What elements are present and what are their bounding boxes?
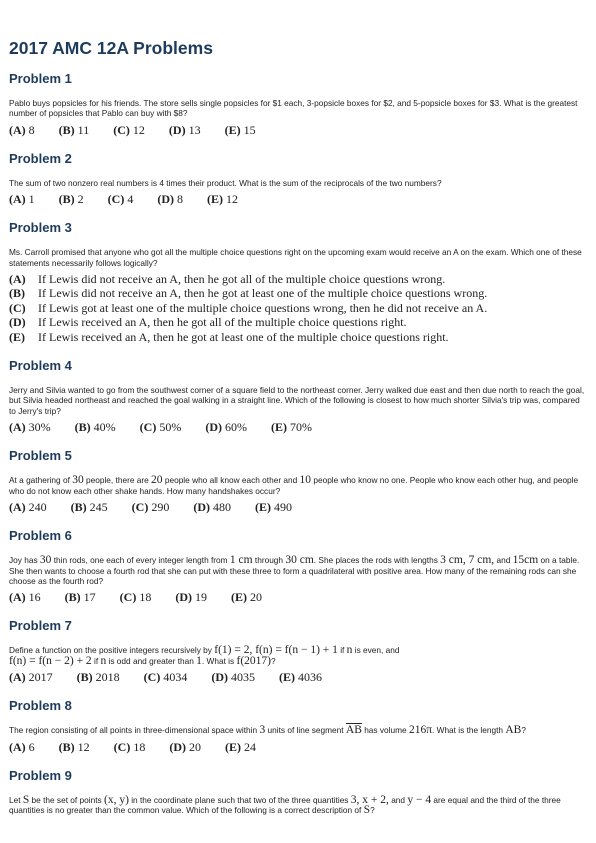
choice-b: (B) 40% [74,420,116,435]
problem-9 [9,767,587,816]
problem-9-heading: Problem 9 [9,767,72,783]
problem-2 [9,150,587,206]
choice-a: (A) 1 [9,192,35,207]
choice-c: (C) 290 [131,500,170,515]
problem-3-choices [9,272,587,344]
choice-d: (D) 8 [157,192,184,207]
problem-4 [9,357,587,434]
choice-a: (A) 30% [9,420,51,435]
problem-7-heading: Problem 7 [9,618,72,634]
choice-e: (E) 12 [207,192,239,207]
choice-c: (C) 4 [107,192,134,207]
choice-d: (D) 60% [205,420,248,435]
choice-b: (B) 245 [70,500,108,515]
problem-2-choices [9,192,587,206]
problem-5-choices [9,500,587,514]
choice-d: (D) 13 [168,122,201,137]
choice-c: (C) 50% [139,420,182,435]
problem-8-text: The region consisting of all points in three-dimensional space within 3 units of line segment $\overline{AB}$ has volume 216π. What is the length AB? [9,724,526,737]
problem-1 [9,70,587,137]
choice-e: (E) 20 [231,590,263,605]
choice-a: (A) 6 [9,739,35,754]
choice-c: (C) If Lewis got at least one of the multiple choice questions wrong, then he did not receive an A. [9,300,488,315]
problem-7-choices [9,670,587,684]
page-title: 2017 AMC 12A Problems [9,38,213,58]
choice-e: (E) 4036 [279,670,323,685]
problem-3-heading: Problem 3 [9,220,72,236]
choice-c: (C) 18 [113,739,146,754]
problem-7-text: Define a function on the positive integers recursively by f(1) = 2, f(n) = f(n − 1) + 1 if n is even, and f(n) = f(n − 2) + 2 if n is odd and greater than 1. What is f(2017)? [9,644,400,667]
problem-8-choices [9,740,587,754]
choice-a: (A) 2017 [9,670,53,685]
choice-e: (E) 70% [271,420,313,435]
choice-d: (D) 20 [169,739,202,754]
problem-3 [9,219,587,344]
choice-e: (E) If Lewis received an A, then he got at least one of the multiple choice questions right. [9,329,449,344]
problem-6-text: Joy has 30 thin rods, one each of every integer length from 1 cm through 30 cm. She places the rods with lengths 3 cm, 7 cm, and 15cm on a table. She then wants to choose a fourth rod that she can put with these three to form a quadrilateral with positive area. How many of the remaining rods can she choose as the fourth rod? [9,554,580,586]
problem-7 [9,617,587,684]
choice-a: (A) 8 [9,122,35,137]
choice-b: (B) 12 [58,739,90,754]
problem-8-heading: Problem 8 [9,698,72,714]
choice-a: (A) 240 [9,500,47,515]
problem-9-text: Let S be the set of points (x, y) in the coordinate plane such that two of the three quantities 3, x + 2, and y − 4 are equal and the third of the three quantities is no greater than the common value. Which of the following is a correct description of S? [9,793,561,816]
choice-c: (C) 18 [119,590,152,605]
choice-a: (A) 16 [9,590,41,605]
problem-3-text: Ms. Carroll promised that anyone who got all the multiple choice questions right on the upcoming exam would receive an A on the exam. Which one of these statements necessarily follows logically? [9,247,582,268]
problem-6 [9,527,587,604]
choice-b: (B) 11 [58,122,90,137]
choice-d: (D) 19 [175,590,208,605]
problem-1-choices [9,123,587,137]
problem-5-heading: Problem 5 [9,448,72,464]
choice-d: (D) If Lewis received an A, then he got all of the multiple choice questions right. [9,315,407,330]
choice-a: (A) If Lewis did not receive an A, then he got all of the multiple choice questions wrong. [9,272,446,287]
problem-6-choices [9,590,587,604]
problem-2-heading: Problem 2 [9,150,72,166]
problem-5-text: At a gathering of 30 people, there are 20 people who all know each other and 10 people who know no one. People who know each other hug, and people who do not know each other shake hands. How many handshakes occur? [9,474,579,496]
choice-e: (E) 490 [255,500,293,515]
choice-c: (C) 12 [113,122,145,137]
problem-2-text: The sum of two nonzero real numbers is 4 times their product. What is the sum of the reciprocals of the two numbers? [9,177,442,188]
problem-1-text: Pablo buys popsicles for his friends. The store sells single popsicles for $1 each, 3-popsicle boxes for $2, and 5-popsicle boxes for $3. What is the greatest number of popsicles that Pablo can buy with $8? [9,98,578,119]
choice-e: (E) 15 [224,122,256,137]
choice-b: (B) 2 [58,192,84,207]
problem-4-text: Jerry and Silvia wanted to go from the southwest corner of a square field to the northeast corner. Jerry walked due east and then due north to reach the goal, but Silvia headed northeast and reached the goal walking in a straight line. Which of the following is closest to how much shorter Silvia's trip was, compared to Jerry's trip? [9,385,585,416]
choice-d: (D) 480 [193,500,232,515]
choice-b: (B) If Lewis did not receive an A, then he got at least one of the multiple choice questions wrong. [9,286,488,301]
choice-e: (E) 24 [225,739,257,754]
choice-b: (B) 2018 [76,670,120,685]
problem-8 [9,697,587,753]
problem-1-heading: Problem 1 [9,71,72,86]
problem-4-choices [9,420,587,434]
choice-b: (B) 17 [64,590,96,605]
problem-5 [9,447,587,514]
problem-4-heading: Problem 4 [9,358,72,374]
choice-c: (C) 4034 [143,670,188,685]
choice-d: (D) 4035 [211,670,256,685]
problem-6-heading: Problem 6 [9,528,72,544]
